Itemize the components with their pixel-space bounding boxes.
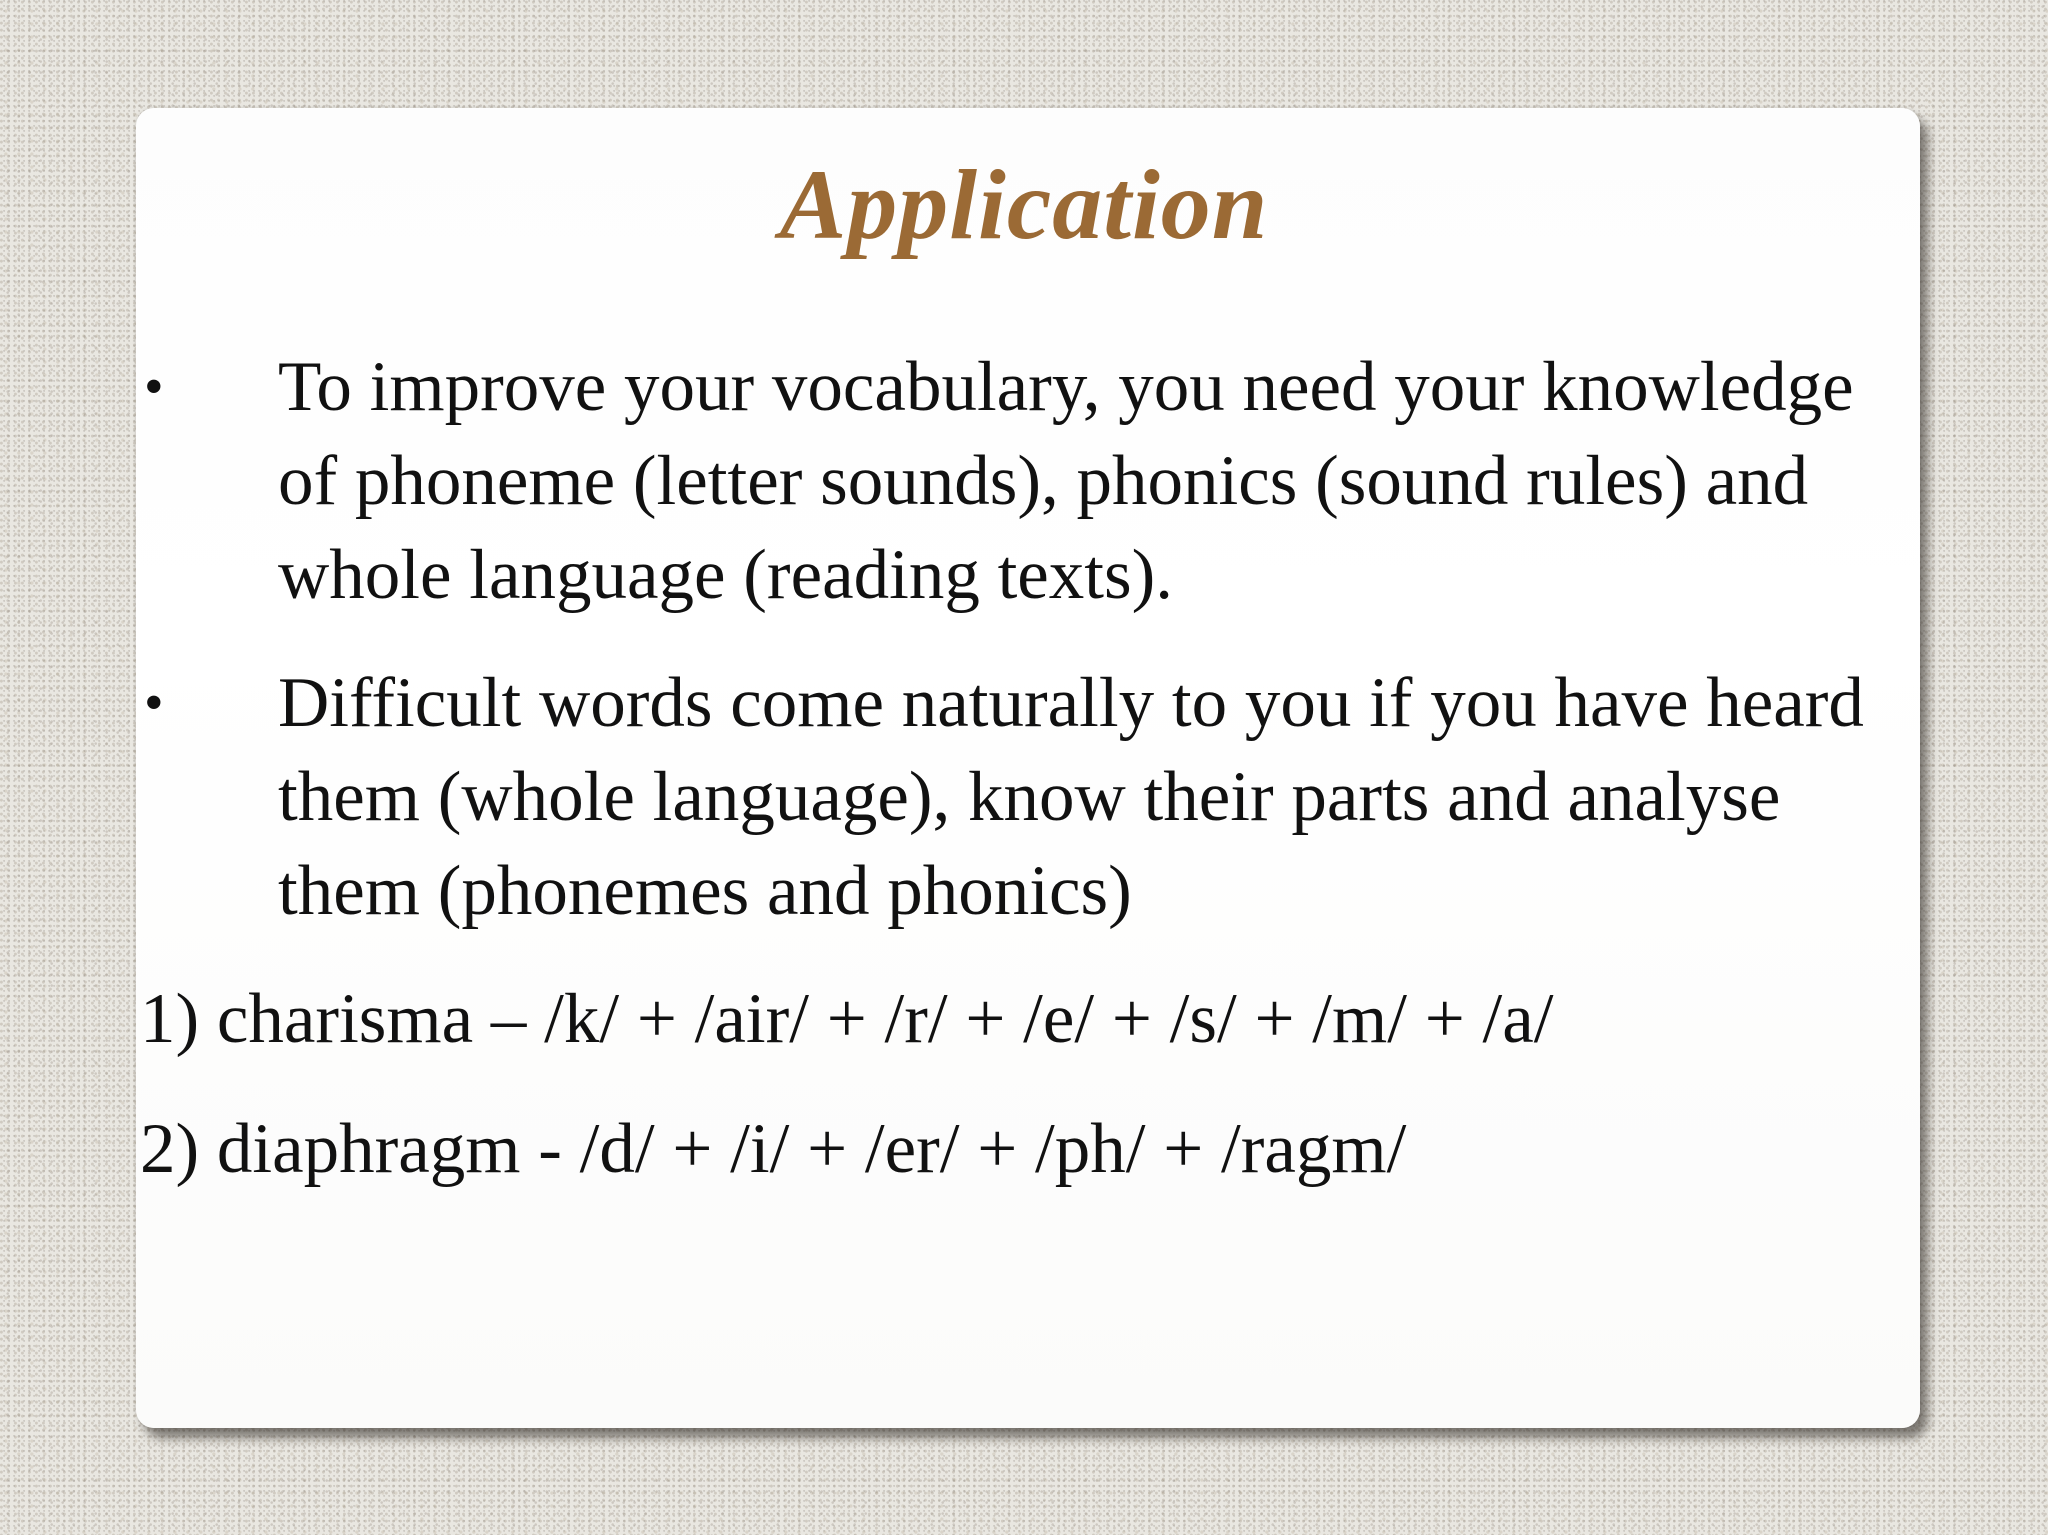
bullet-text: To improve your vocabulary, you need your knowledge of phoneme (letter sounds), phonics (sound rules) and whole language (reading texts). xyxy=(278,348,1854,614)
example-diaphragm: 2) diaphragm - /d/ + /i/ + /er/ + /ph/ + /ragm/ xyxy=(140,1110,1407,1188)
bullet-item xyxy=(140,656,1930,938)
bullet-text: Difficult words come naturally to you if you have heard them (whole language), know their parts and analyse them (phonemes and phonics) xyxy=(278,664,1864,930)
bullet-item xyxy=(140,340,1930,622)
bullet-dot-icon: • xyxy=(144,672,164,734)
example-charisma: 1) charisma – /k/ + /air/ + /r/ + /e/ + /s/ + /m/ + /a/ xyxy=(140,980,1554,1058)
bullet-dot-icon: • xyxy=(144,356,164,418)
slide-content xyxy=(140,340,1930,1232)
slide-title: Application xyxy=(779,149,1269,260)
